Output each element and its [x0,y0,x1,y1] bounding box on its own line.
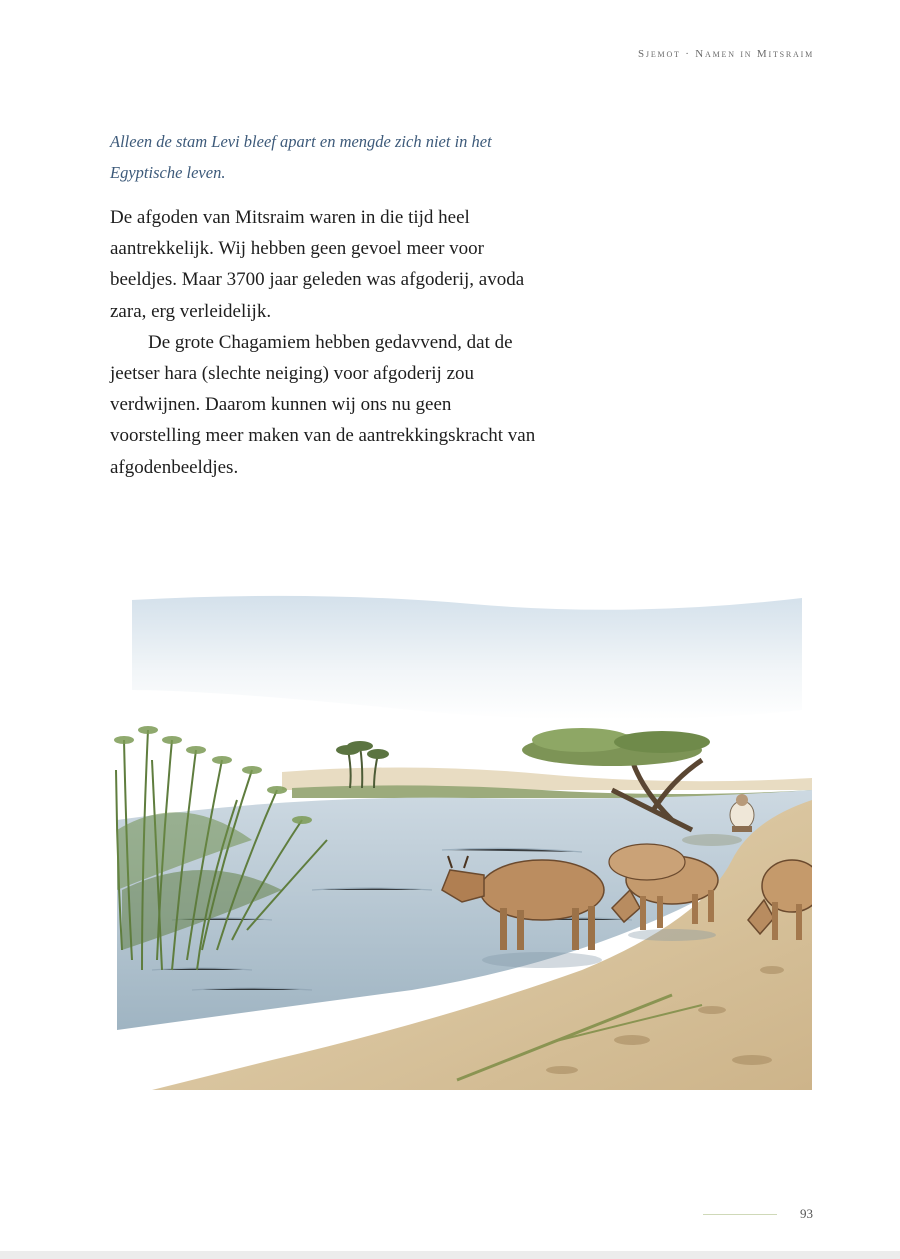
cow-back [609,844,685,880]
page-bottom-edge [0,1251,900,1259]
footer-rule [703,1214,777,1215]
sky [132,596,802,720]
page-number: 93 [800,1206,813,1221]
running-head: Sjemot · Namen in Mitsraim [638,48,814,60]
chapter-subtitle: Alleen de stam Levi bleef apart en mengde zich niet in het Egyptische leven. [110,132,492,182]
body-text [110,202,540,483]
river-illustration [112,590,812,1110]
paragraph-1: De afgoden van Mitsraim waren in die tijd heel aantrekkelijk. Wij hebben geen gevoel meer voor beeldjes. Maar 3700 jaar geleden was afgoderij, avoda zara, erg verleidelijk. [110,207,525,322]
paragraph-2: De grote Chagamiem hebben gedavvend, dat de jeetser hara (slechte neiging) voor afgoderij zou verdwijnen. Daarom kunnen wij ons nu geen voorstelling meer maken van de aantrekkingskracht van afgodenbeeldjes. [110,331,536,478]
